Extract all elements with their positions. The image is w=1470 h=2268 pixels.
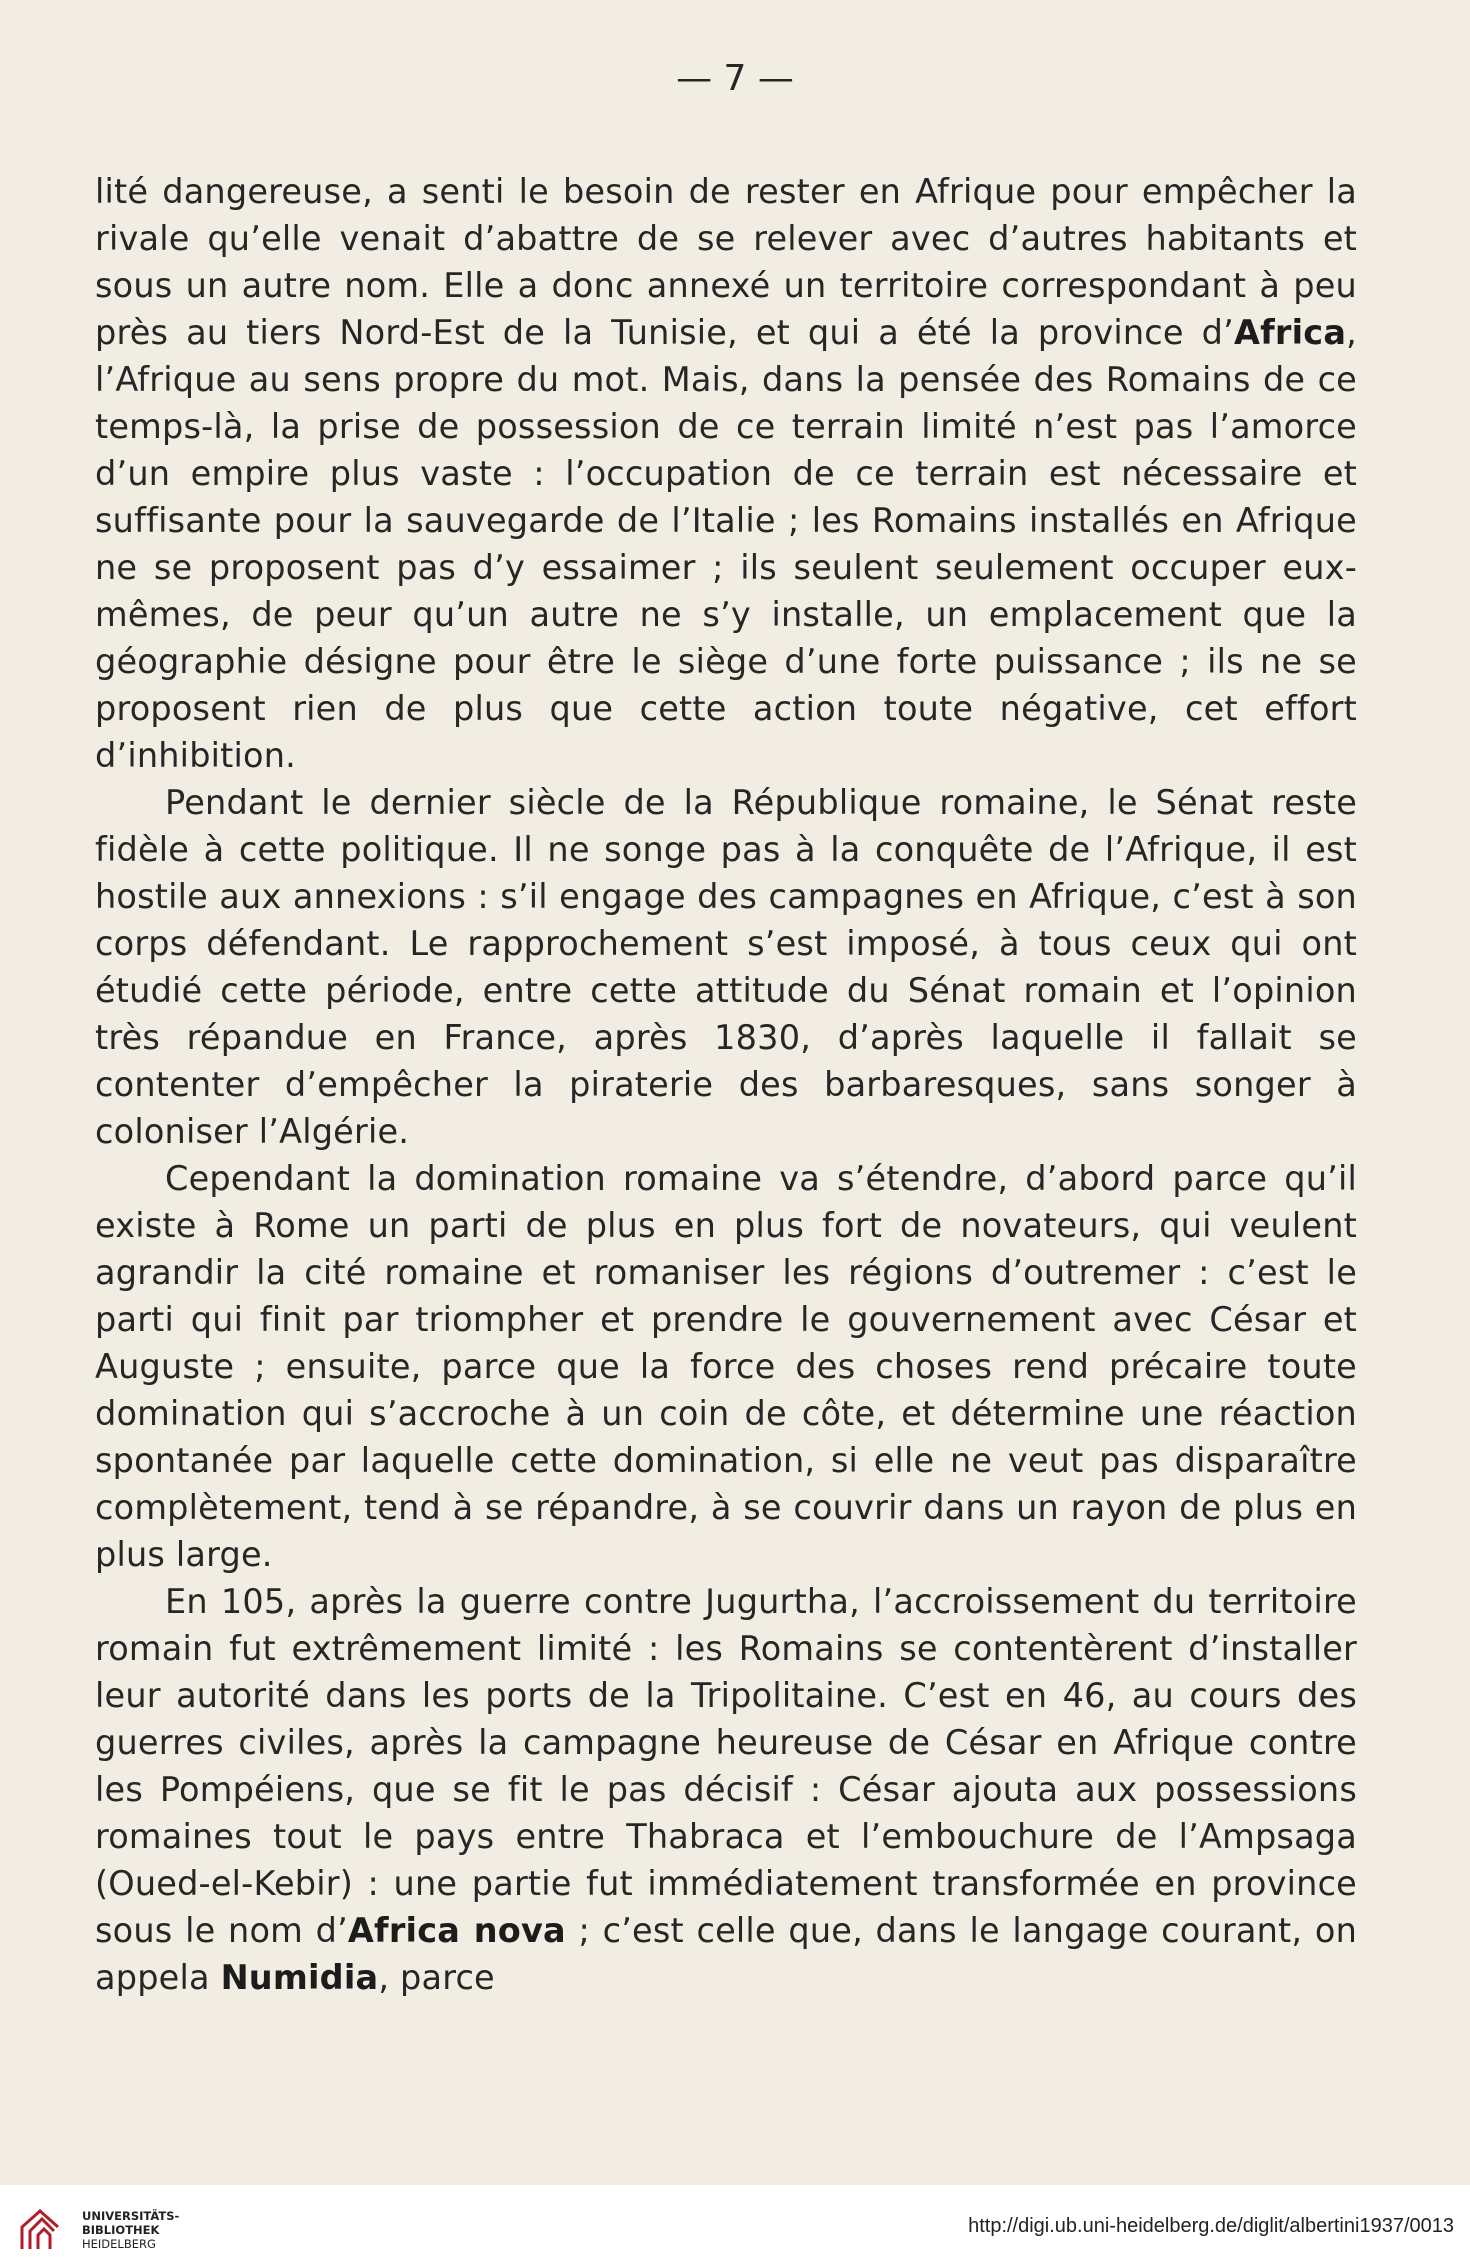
paragraph-4-text-a: En 105, après la guerre contre Jugurtha, l’accroissement du territoire romain fut extrêmement limité : les Romains se contentèrent d’installer leur autorité dans les ports de la Tripolitaine. C’est en 46, au cours des guerres civiles, après la campagne heureuse de César en Afrique contre les Pompéiens, que se fit le pas décisif : César ajouta aux possessions romaines tout le pays entre Thabraca et l’embouchure de l’Ampsaga (Oued-el-Kebir) : une partie fut immédiatement transformée en province sous le nom d’: [95, 1582, 1357, 1950]
paragraph-4-text-c: , parce: [378, 1958, 495, 1997]
paragraph-1: [95, 168, 1357, 779]
page-number: — 7 —: [676, 58, 794, 99]
paragraph-3: Cependant la domination romaine va s’étendre, d’abord parce qu’il existe à Rome un parti de plus en plus fort de novateurs, qui veulent agrandir la cité romaine et romaniser les régions d’outremer : c’est le parti qui finit par triompher et prendre le gouvernement avec César et Auguste ; ensuite, parce que la force des choses rend précaire toute domination qui s’accroche à un coin de côte, et détermine une réaction spontanée par laquelle cette domination, si elle ne veut pas disparaître complètement, tend à se répandre, à se couvrir dans un rayon de plus en plus large.: [95, 1159, 1357, 1574]
paragraph-2: Pendant le dernier siècle de la République romaine, le Sénat reste fidèle à cette politique. Il ne songe pas à la conquête de l’Afrique, il est hostile aux annexions : s’il engage des campagnes en Afrique, c’est à son corps défendant. Le rapprochement s’est imposé, à tous ceux qui ont étudié cette période, entre cette attitude du Sénat romain et l’opinion très répandue en France, après 1830, d’après laquelle il fallait se contenter d’empêcher la piraterie des barbaresques, sans songer à coloniser l’Algérie.: [95, 783, 1357, 1151]
library-name-line-1: UNIVERSITÄTS-: [82, 2209, 180, 2223]
paragraph-4-text-b: ; c’est celle que, dans le langage courant, on appela: [95, 1911, 1357, 1997]
digitization-footer: [0, 2185, 1470, 2268]
term-numidia: Numidia: [220, 1958, 379, 1997]
library-name: [82, 2209, 179, 2251]
page-body-text: [95, 168, 1357, 2001]
ub-heidelberg-logo-icon: [16, 2205, 66, 2255]
paragraph-1-text-b: , l’Afrique au sens propre du mot. Mais, dans la pensée des Romains de ce temps-là, la prise de possession de ce terrain limité n’est pas l’amorce d’un empire plus vaste : l’occupation de ce terrain est nécessaire et suffisante pour la sauvegarde de l’Italie ; les Romains installés en Afrique ne se proposent pas d’y essaimer ; ils seulent seulement occuper eux-mêmes, de peur qu’un autre ne s’y installe, un emplacement que la géographie désigne pour être le siège d’une forte puissance ; ils ne se proposent rien de plus que cette action toute négative, cet effort d’inhibition.: [95, 313, 1357, 775]
term-africa: Africa: [1233, 313, 1347, 352]
library-name-line-3: HEIDELBERG: [82, 2237, 156, 2251]
paragraph-1-text-a: lité dangereuse, a senti le besoin de rester en Afrique pour empêcher la rivale qu’elle venait d’abattre de se relever avec d’autres habitants et sous un autre nom. Elle a donc annexé un territoire correspondant à peu près au tiers Nord-Est de la Tunisie, et qui a été la province d’: [95, 172, 1357, 352]
permalink-url[interactable]: http://digi.ub.uni-heidelberg.de/diglit/albertini1937/0013: [968, 2215, 1454, 2237]
library-name-line-2: BIBLIOTHEK: [82, 2223, 160, 2237]
paragraph-4: [95, 1578, 1357, 2001]
term-africa-nova: Africa nova: [347, 1911, 566, 1950]
